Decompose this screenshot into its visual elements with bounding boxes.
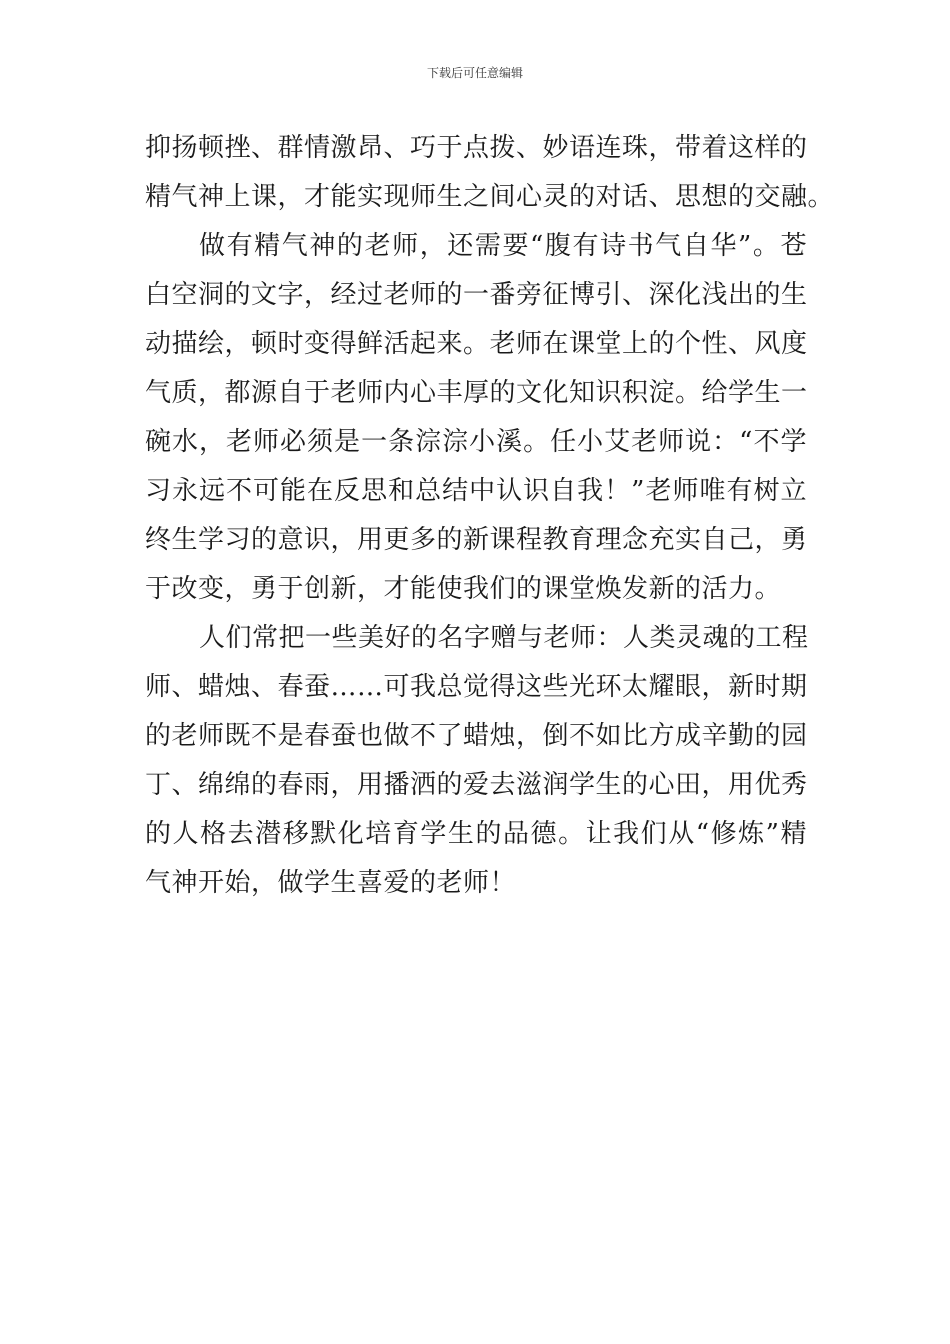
text-line: 动描绘，顿时变得鲜活起来。老师在课堂上的个性、风度 (145, 329, 808, 359)
text-line: 的人格去潜移默化培育学生的品德。让我们从“修炼”精 (145, 819, 807, 849)
paragraph-3 (145, 614, 807, 908)
text-line: 于改变，勇于创新，才能使我们的课堂焕发新的活力。 (145, 574, 782, 604)
text-line: 碗水，老师必须是一条淙淙小溪。任小艾老师说：“不学 (145, 427, 807, 457)
text-line: 习永远不可能在反思和总结中认识自我！”老师唯有树立 (145, 476, 807, 506)
paragraph-1 (145, 124, 835, 222)
page-header-note: 下载后可任意编辑 (426, 66, 523, 80)
text-line: 终生学习的意识，用更多的新课程教育理念充实自己，勇 (145, 525, 808, 555)
text-line: 的老师既不是春蚕也做不了蜡烛，倒不如比方成辛勤的园 (145, 721, 808, 751)
text-line: 人们常把一些美好的名字赠与老师：人类灵魂的工程 (199, 623, 809, 653)
text-line: 抑扬顿挫、群情激昂、巧于点拨、妙语连珠，带着这样的 (145, 133, 808, 163)
paragraph-2 (145, 222, 807, 614)
text-line: 白空洞的文字，经过老师的一番旁征博引、深化浅出的生 (145, 280, 808, 310)
text-line: 做有精气神的老师，还需要“腹有诗书气自华”。苍 (199, 231, 807, 261)
text-line: 气神开始，做学生喜爱的老师！ (145, 868, 517, 898)
text-line: 精气神上课，才能实现师生之间心灵的对话、思想的交融。 (145, 182, 835, 212)
document-body (145, 124, 835, 908)
text-line: 气质，都源自于老师内心丰厚的文化知识积淀。给学生一 (145, 378, 808, 408)
text-line: 丁、绵绵的春雨，用播洒的爱去滋润学生的心田，用优秀 (145, 770, 808, 800)
text-line: 师、蜡烛、春蚕……可我总觉得这些光环太耀眼，新时期 (145, 672, 808, 702)
